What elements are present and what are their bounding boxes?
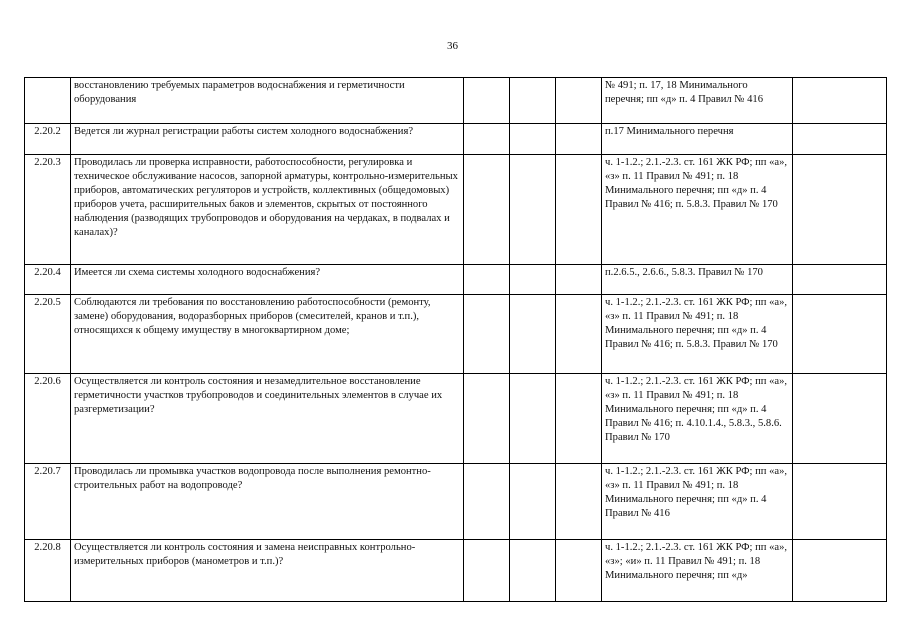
row-reference: ч. 1-1.2.; 2.1.-2.3. ст. 161 ЖК РФ; пп «а», «з»; «и» п. 11 Правил № 491; п. 18 Минимального перечня; пп «д»: [602, 540, 793, 602]
table-row: [25, 265, 887, 295]
answer-cell-yes[interactable]: [464, 374, 510, 464]
answer-cell-na[interactable]: [556, 295, 602, 374]
table-row: [25, 374, 887, 464]
row-notes-cell[interactable]: [793, 295, 887, 374]
row-number: 2.20.3: [25, 155, 71, 265]
answer-cell-no[interactable]: [510, 78, 556, 124]
row-question: Соблюдаются ли требования по восстановлению работоспособности (ремонту, замене) оборудования, водоразборных приборов (смесителей, кранов и т.п.), относящихся к общему имуществу в многоквартирном доме;: [71, 295, 464, 374]
row-question: восстановлению требуемых параметров водоснабжения и герметичности оборудования: [71, 78, 464, 124]
answer-cell-no[interactable]: [510, 155, 556, 265]
answer-cell-no[interactable]: [510, 540, 556, 602]
row-reference: ч. 1-1.2.; 2.1.-2.3. ст. 161 ЖК РФ; пп «а», «з» п. 11 Правил № 491; п. 18 Минимального перечня; пп «д» п. 4 Правил № 416; п. 4.10.1.4., 5.8.3., 5.8.6. Правил № 170: [602, 374, 793, 464]
row-question: Имеется ли схема системы холодного водоснабжения?: [71, 265, 464, 295]
table-row: [25, 155, 887, 265]
row-number: [25, 78, 71, 124]
row-notes-cell[interactable]: [793, 78, 887, 124]
row-notes-cell[interactable]: [793, 265, 887, 295]
answer-cell-na[interactable]: [556, 155, 602, 265]
row-notes-cell[interactable]: [793, 374, 887, 464]
row-question: Осуществляется ли контроль состояния и незамедлительное восстановление герметичности участков трубопроводов и соединительных элементов в случае их разгерметизации?: [71, 374, 464, 464]
row-reference: ч. 1-1.2.; 2.1.-2.3. ст. 161 ЖК РФ; пп «а», «з» п. 11 Правил № 491; п. 18 Минимального перечня; пп «д» п. 4 Правил № 416: [602, 464, 793, 540]
table-row: [25, 464, 887, 540]
answer-cell-yes[interactable]: [464, 265, 510, 295]
row-notes-cell[interactable]: [793, 124, 887, 155]
checklist-table: [24, 77, 887, 602]
page-number: 36: [447, 40, 458, 52]
answer-cell-no[interactable]: [510, 295, 556, 374]
answer-cell-no[interactable]: [510, 464, 556, 540]
answer-cell-no[interactable]: [510, 374, 556, 464]
row-question: Ведется ли журнал регистрации работы систем холодного водоснабжения?: [71, 124, 464, 155]
row-question: Проводилась ли проверка исправности, работоспособности, регулировка и техническое обслуживание насосов, запорной арматуры, контрольно-измерительных приборов, автоматических регуляторов и устройств, коллективных (общедомовых) приборов учета, расширительных баков и элементов, скрытых от постоянного наблюдения (разводящих трубопроводов и оборудования на чердаках, в подвалах и каналах)?: [71, 155, 464, 265]
answer-cell-yes[interactable]: [464, 124, 510, 155]
row-notes-cell[interactable]: [793, 464, 887, 540]
row-number: 2.20.4: [25, 265, 71, 295]
row-reference: № 491; п. 17, 18 Минимального перечня; пп «д» п. 4 Правил № 416: [602, 78, 793, 124]
row-number: 2.20.6: [25, 374, 71, 464]
answer-cell-yes[interactable]: [464, 155, 510, 265]
row-number: 2.20.5: [25, 295, 71, 374]
table-row: [25, 78, 887, 124]
table-row: [25, 295, 887, 374]
row-reference: п.17 Минимального перечня: [602, 124, 793, 155]
row-reference: п.2.6.5., 2.6.6., 5.8.3. Правил № 170: [602, 265, 793, 295]
answer-cell-no[interactable]: [510, 124, 556, 155]
answer-cell-no[interactable]: [510, 265, 556, 295]
row-question: Осуществляется ли контроль состояния и замена неисправных контрольно-измерительных приборов (манометров и т.п.)?: [71, 540, 464, 602]
answer-cell-na[interactable]: [556, 78, 602, 124]
row-number: 2.20.8: [25, 540, 71, 602]
answer-cell-yes[interactable]: [464, 78, 510, 124]
row-number: 2.20.2: [25, 124, 71, 155]
row-reference: ч. 1-1.2.; 2.1.-2.3. ст. 161 ЖК РФ; пп «а», «з» п. 11 Правил № 491; п. 18 Минимального перечня; пп «д» п. 4 Правил № 416; п. 5.8.3. Правил № 170: [602, 295, 793, 374]
row-notes-cell[interactable]: [793, 155, 887, 265]
answer-cell-yes[interactable]: [464, 464, 510, 540]
answer-cell-na[interactable]: [556, 540, 602, 602]
answer-cell-yes[interactable]: [464, 540, 510, 602]
answer-cell-na[interactable]: [556, 265, 602, 295]
table-row: [25, 124, 887, 155]
row-reference: ч. 1-1.2.; 2.1.-2.3. ст. 161 ЖК РФ; пп «а», «з» п. 11 Правил № 491; п. 18 Минимального перечня; пп «д» п. 4 Правил № 416; п. 5.8.3. Правил № 170: [602, 155, 793, 265]
answer-cell-na[interactable]: [556, 464, 602, 540]
answer-cell-na[interactable]: [556, 124, 602, 155]
answer-cell-yes[interactable]: [464, 295, 510, 374]
answer-cell-na[interactable]: [556, 374, 602, 464]
row-number: 2.20.7: [25, 464, 71, 540]
row-question: Проводилась ли промывка участков водопровода после выполнения ремонтно-строительных работ на водопроводе?: [71, 464, 464, 540]
table-row: [25, 540, 887, 602]
row-notes-cell[interactable]: [793, 540, 887, 602]
